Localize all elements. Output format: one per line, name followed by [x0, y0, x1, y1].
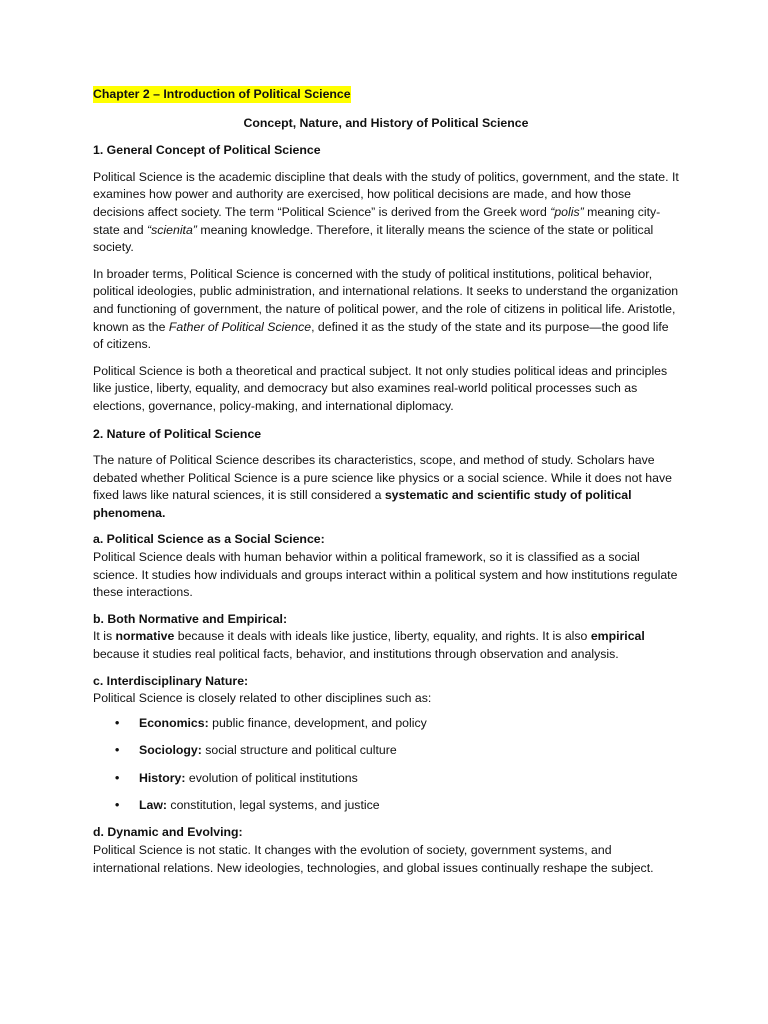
chapter-title-row [93, 86, 679, 104]
list-item [93, 797, 679, 815]
section-2-heading: 2. Nature of Political Science [93, 426, 262, 441]
document-page [93, 86, 679, 877]
text-span: because it deals with ideals like justice, liberty, equality, and rights. It is also [174, 629, 591, 644]
bullet-icon: • [115, 797, 120, 812]
subsection-b [93, 611, 679, 664]
section-2-intro [93, 452, 679, 522]
list-item-text: evolution of political institutions [185, 770, 358, 785]
text-span: meaning city-state and [93, 204, 661, 237]
subsection-d-text: Political Science is not static. It changes with the evolution of society, government systems, and international relations. New ideologies, technologies, and global issues continually reshape the subject. [93, 842, 654, 875]
list-item [93, 770, 679, 788]
text-span: In broader terms, Political Science is concerned with the study of political institutions, political behavior, political ideologies, public administration, and international relations. It seeks to understand the organization and functioning of government, the nature of political power, and the role of citizens in political life. Aristotle, known as the [93, 266, 679, 334]
list-item [93, 742, 679, 760]
subsection-a-heading: a. Political Science as a Social Science: [93, 532, 325, 547]
subsection-d [93, 824, 679, 877]
scienita-term: “scienita” [147, 222, 197, 237]
section-1-heading: 1. General Concept of Political Science [93, 143, 321, 158]
subsection-c [93, 673, 679, 815]
list-item [93, 715, 679, 733]
empirical-term: empirical [590, 629, 645, 644]
disciplines-list [93, 715, 679, 815]
text-span: Political Science is the academic discipline that deals with the study of politics, government, and the state. It examines how power and authority are exercised, how political decisions are made, and how those decisions affect society. The term “Political Science” is derived from the Greek word [93, 169, 679, 219]
normative-term: normative [115, 629, 175, 644]
list-item-label: History: [139, 770, 186, 785]
subsection-a [93, 531, 679, 601]
document-title: Concept, Nature, and History of Political Science [243, 115, 529, 130]
list-item-text: constitution, legal systems, and justice [167, 797, 380, 812]
subsection-a-text: Political Science deals with human behavior within a political framework, so it is classified as a social science. It studies how individuals and groups interact within a political system and how institutions regulate these interactions. [93, 550, 678, 600]
subsection-c-heading: c. Interdisciplinary Nature: [93, 673, 249, 688]
subsection-d-heading: d. Dynamic and Evolving: [93, 825, 243, 840]
text-span: because it studies real political facts, behavior, and institutions through observation and analysis. [93, 647, 619, 662]
bullet-icon: • [115, 743, 120, 758]
section-1-paragraph-3: Political Science is both a theoretical and practical subject. It not only studies political ideas and principles like justice, liberty, equality, and democracy but also examines real-world political processes such as elections, governance, policy-making, and international diplomacy. [93, 363, 668, 413]
subsection-c-text: Political Science is closely related to other disciplines such as: [93, 691, 432, 706]
emphasis-text: systematic and scientific study of political phenomena. [93, 488, 632, 520]
chapter-title: Chapter 2 – Introduction of Political Science [93, 87, 351, 101]
text-span: meaning knowledge. Therefore, it literally means the science of the state or political society. [93, 222, 654, 255]
list-item-text: public finance, development, and policy [208, 715, 427, 730]
bullet-icon: • [115, 770, 120, 785]
section-1-paragraph-1 [93, 169, 679, 257]
father-of-political-science-term: Father of Political Science [168, 319, 312, 334]
text-span: , defined it as the study of the state and its purpose—the good life of citizens. [93, 319, 669, 352]
subsection-b-heading: b. Both Normative and Empirical: [93, 611, 288, 626]
text-span: It is [93, 629, 116, 644]
section-1-paragraph-2 [93, 266, 679, 354]
list-item-label: Law: [139, 797, 168, 812]
list-item-label: Economics: [139, 715, 209, 730]
bullet-icon: • [115, 715, 120, 730]
polis-term: “polis” [550, 204, 584, 219]
list-item-label: Sociology: [139, 743, 202, 758]
list-item-text: social structure and political culture [201, 743, 397, 758]
text-span: The nature of Political Science describes its characteristics, scope, and method of study. Scholars have debated whether Political Science is a pure science like physics or a social science. While it does not have fixed laws like natural sciences, it is still considered a [93, 453, 672, 503]
